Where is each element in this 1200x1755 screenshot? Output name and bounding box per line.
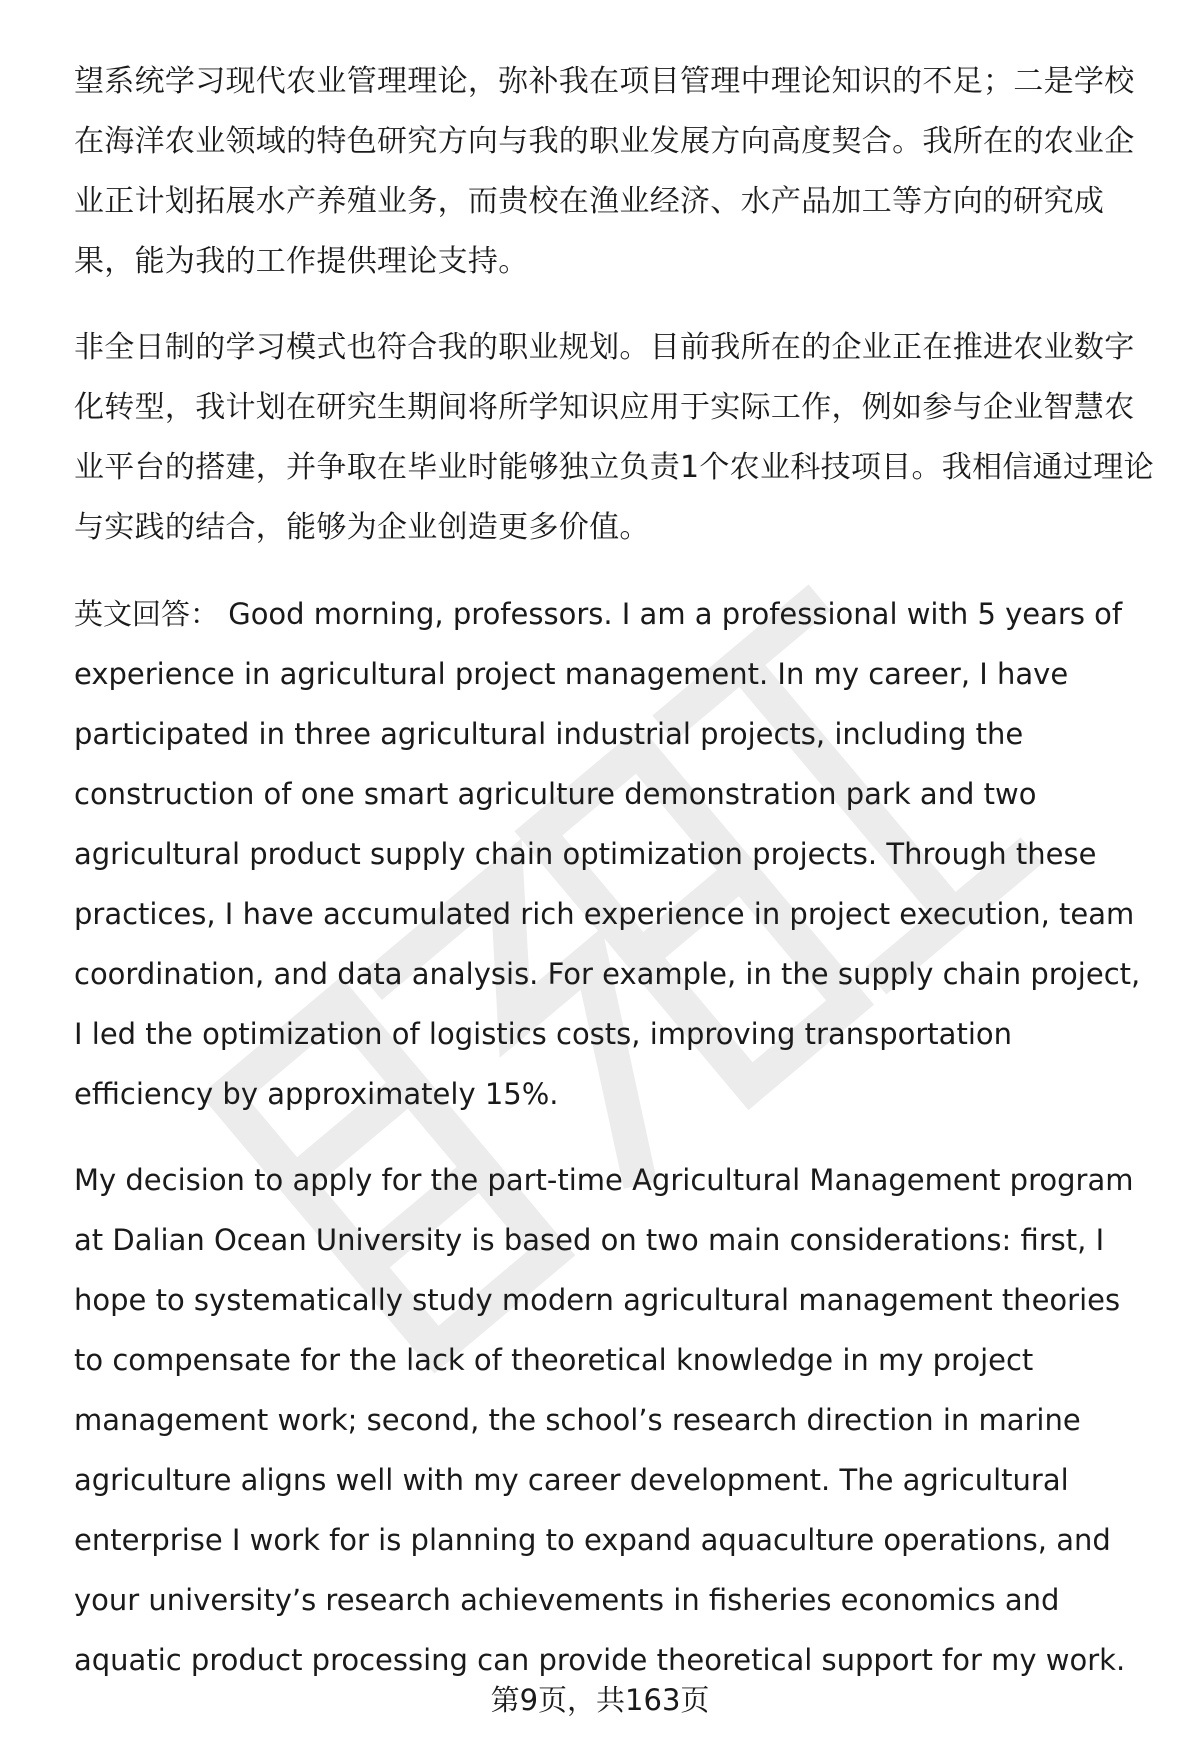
page-number-footer: 第9页，共163页 xyxy=(490,1683,710,1717)
paragraph-english-2: My decision to apply for the part-time Agricultural Management program at Dalian Ocean University is based on two main considerations: first, I hope to systematically study modern agricultural management theories to compensate for the lack of theoretical knowledge in my project management work; second, the school’s research direction in marine agriculture aligns well with my career development. The agricultural enterprise I work for is planning to expand aquaculture operations, and your university’s research achievements in fisheries economics and aquatic product processing can provide theoretical support for my work. xyxy=(74,1163,1134,1677)
paragraph-english-1: 英文回答： Good morning, professors. I am a professional with 5 years of experience in agricultural project management. In my career, I have participated in three agricultural industrial projects, including the construction of one smart agriculture demonstration park and two agricultural product supply chain optimization projects. Through these practices, I have accumulated rich experience in project execution, team coordination, and data analysis. For example, in the supply chain project, I led the optimization of logistics costs, improving transportation efficiency by approximately 15%. xyxy=(74,597,1141,1111)
paragraph-chinese-2: 非全日制的学习模式也符合我的职业规划。目前我所在的企业正在推进农业数字化转型，我计划在研究生期间将所学知识应用于实际工作，例如参与企业智慧农业平台的搭建，并争取在毕业时能够独立负责1个农业科技项目。我相信通过理论与实践的结合，能够为企业创造更多价值。 xyxy=(74,330,1154,545)
document-body xyxy=(74,52,1154,1690)
paragraph-chinese-1: 望系统学习现代农业管理理论，弥补我在项目管理中理论知识的不足；二是学校在海洋农业领域的特色研究方向与我的职业发展方向高度契合。我所在的农业企业正计划拓展水产养殖业务，而贵校在渔业经济、水产品加工等方向的研究成果，能为我的工作提供理论支持。 xyxy=(74,64,1135,279)
